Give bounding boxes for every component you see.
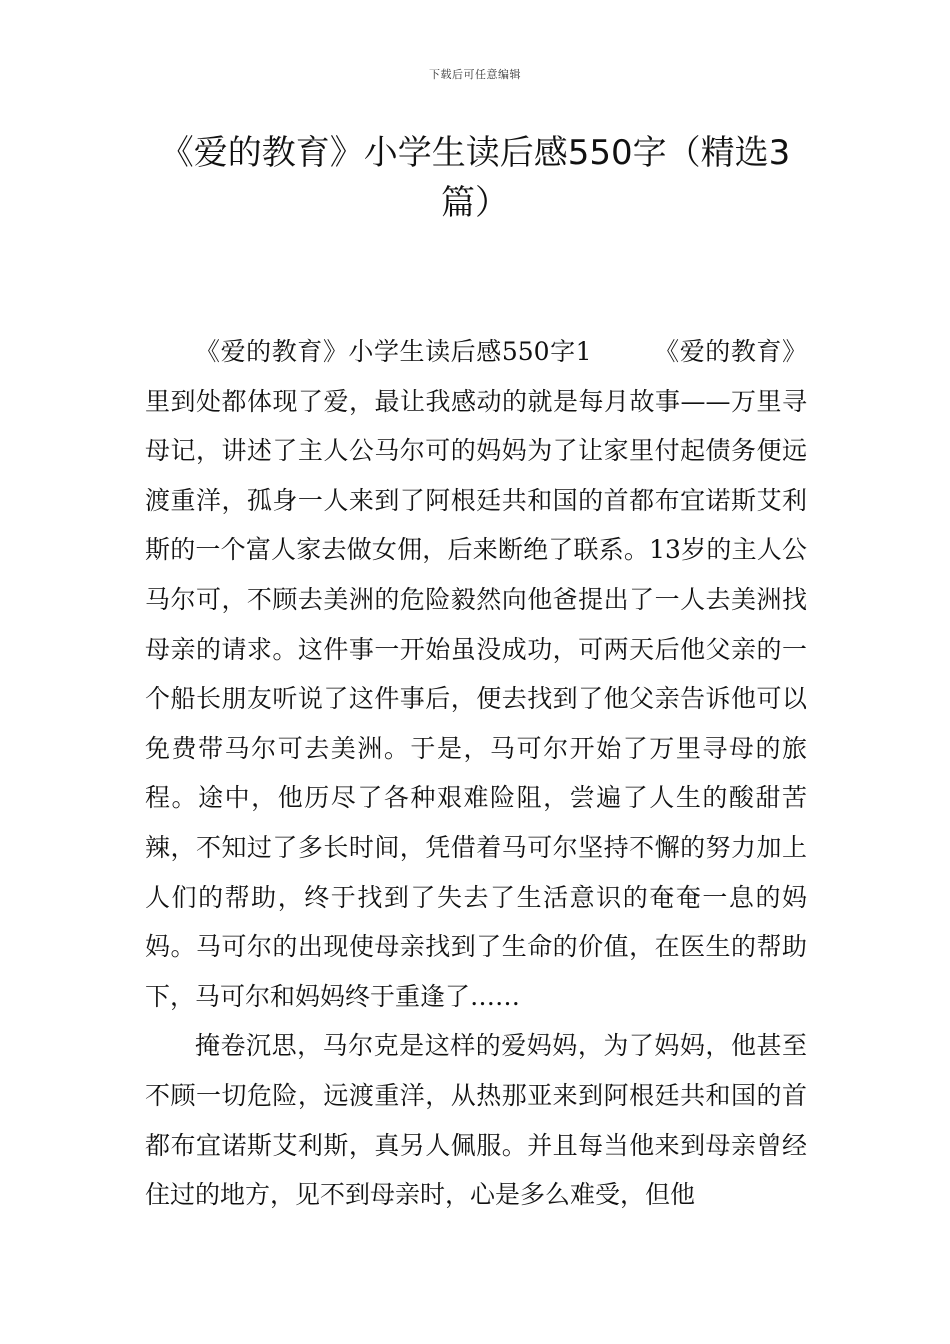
paragraph-text: 掩卷沉思，马尔克是这样的爱妈妈，为了妈妈，他甚至不顾一切危险，远渡重洋，从热那亚来到阿根廷共和国的首都布宜诺斯艾利斯，真另人佩服。并且每当他来到母亲曾经住过的地方，见不到母亲时，心是多么难受，但他 bbox=[145, 1031, 807, 1210]
section-heading: 《爱的教育》小学生读后感550字1 bbox=[195, 337, 592, 366]
paragraph-text: 《爱的教育》里到处都体现了爱，最让我感动的就是每月故事——万里寻母记，讲述了主人公马尔可的妈妈为了让家里付起债务便远渡重洋，孤身一人来到了阿根廷共和国的首都布宜诺斯艾利斯的一个富人家去做女佣，后来断绝了联系。13岁的主人公马尔可，不顾去美洲的危险毅然向他爸提出了一人去美洲找母亲的请求。这件事一开始虽没成功，可两天后他父亲的一个船长朋友听说了这件事后，便去找到了他父亲告诉他可以免费带马尔可去美洲。于是，马可尔开始了万里寻母的旅程。途中，他历尽了各种艰难险阻，尝遍了人生的酸甜苦辣，不知过了多长时间，凭借着马可尔坚持不懈的努力加上人们的帮助，终于找到了失去了生活意识的奄奄一息的妈妈。马可尔的出现使母亲找到了生命的价值，在医生的帮助下，马可尔和妈妈终于重逢了…… bbox=[145, 337, 807, 1011]
paragraph-2 bbox=[145, 1021, 807, 1219]
header-note: 下载后可任意编辑 bbox=[429, 68, 521, 81]
document-title: 《爱的教育》小学生读后感550字（精选3篇） bbox=[159, 133, 791, 223]
document-body bbox=[145, 327, 807, 1220]
paragraph-1 bbox=[145, 327, 807, 1021]
